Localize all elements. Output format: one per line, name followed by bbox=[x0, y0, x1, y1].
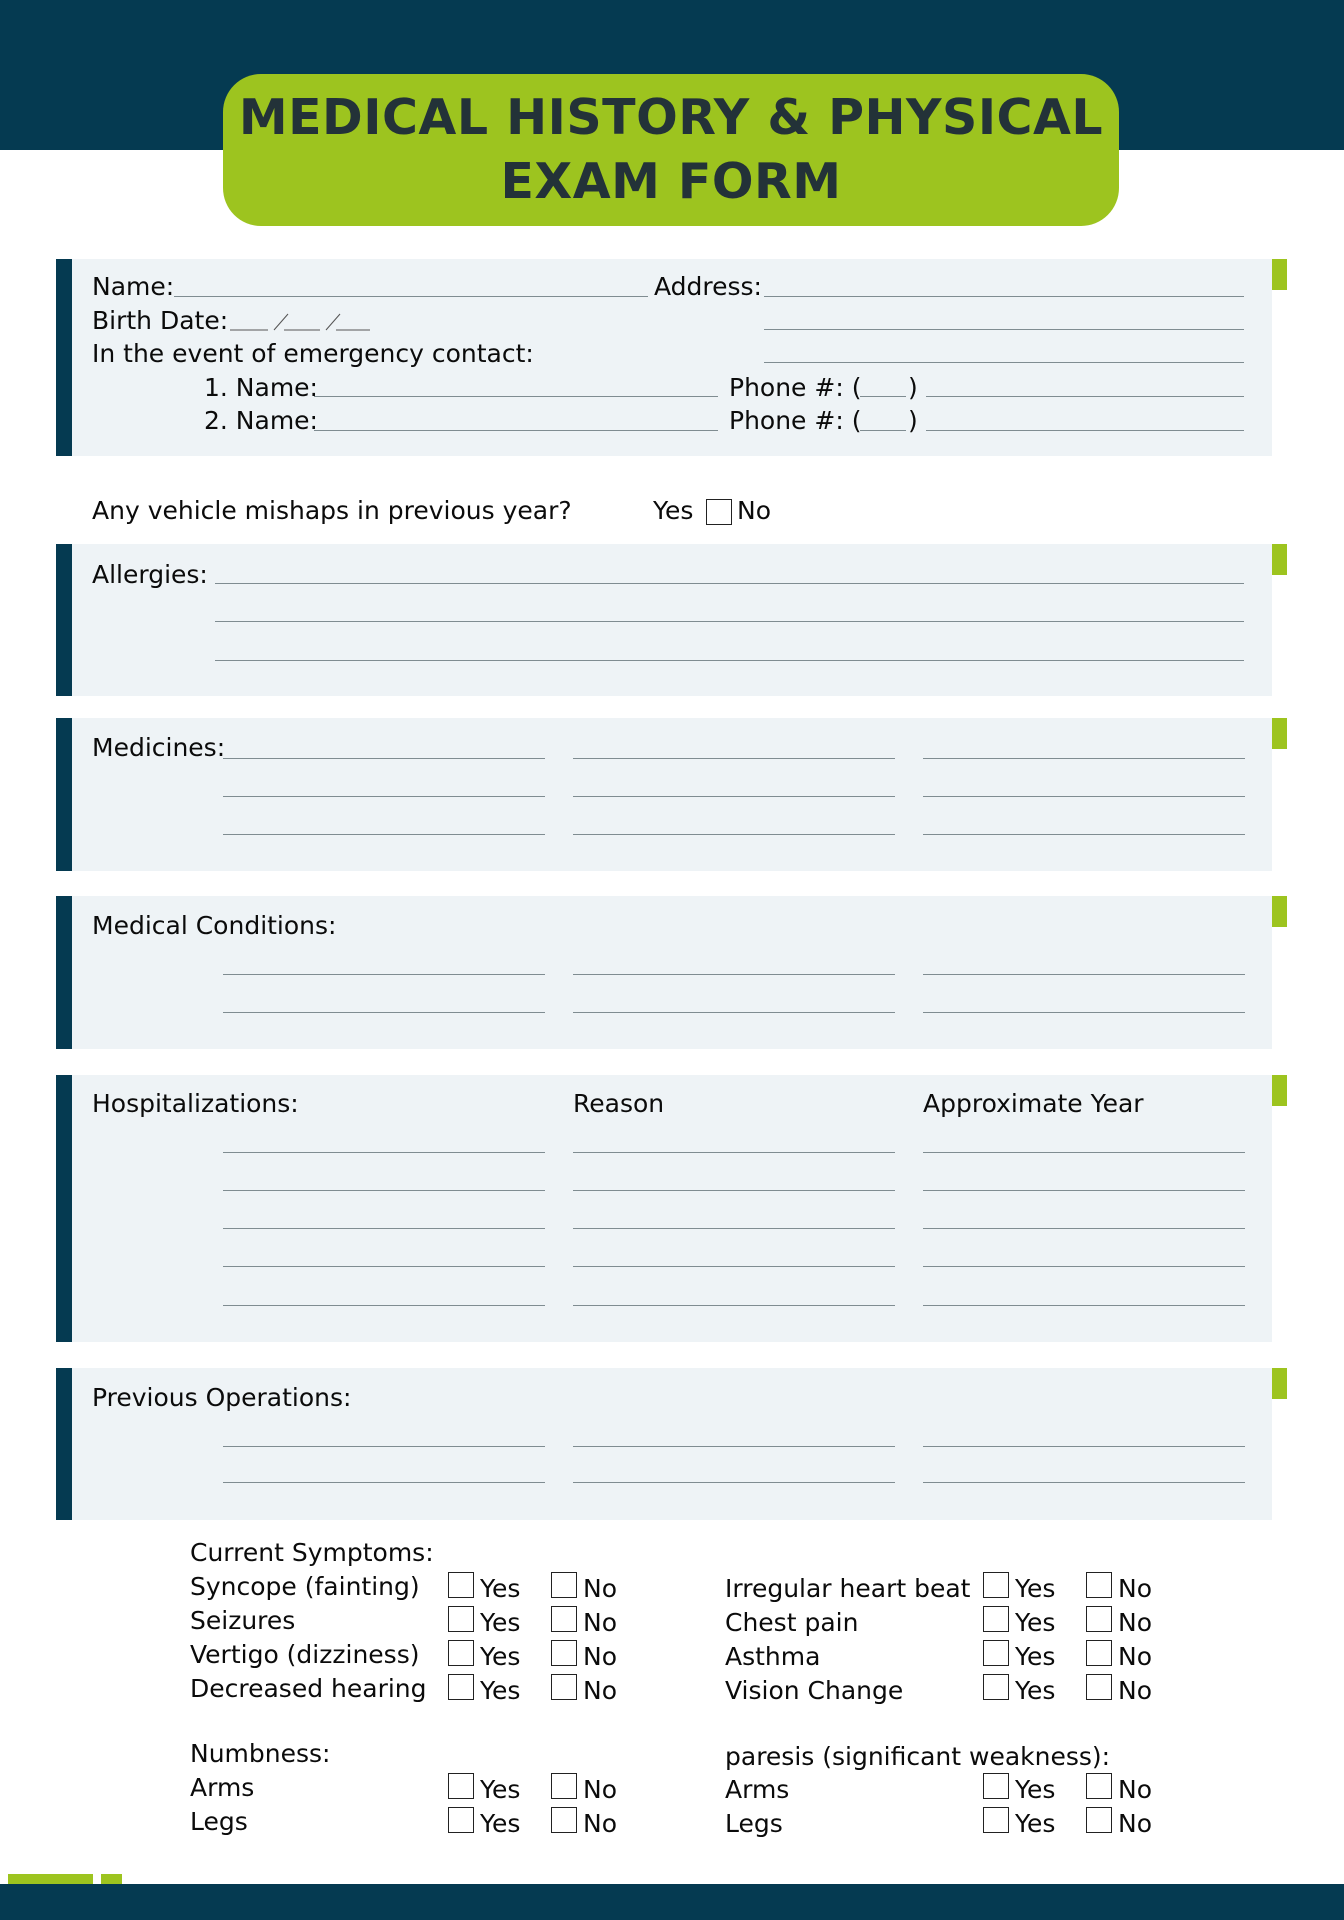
operation-field[interactable] bbox=[223, 1482, 545, 1483]
reason-field[interactable] bbox=[573, 1305, 895, 1306]
address-field-1[interactable] bbox=[764, 296, 1244, 297]
no-checkbox[interactable] bbox=[1086, 1640, 1112, 1666]
symptom-label: Vision Change bbox=[725, 1676, 904, 1705]
yes-label: Yes bbox=[1015, 1608, 1056, 1637]
no-checkbox[interactable] bbox=[551, 1807, 577, 1833]
name-label: Name: bbox=[92, 272, 175, 301]
no-checkbox[interactable] bbox=[551, 1773, 577, 1799]
paren-close: ) bbox=[908, 373, 918, 402]
form-title bbox=[223, 74, 1119, 226]
yes-label: Yes bbox=[480, 1775, 521, 1804]
yes-checkbox[interactable] bbox=[448, 1773, 474, 1799]
footer-band bbox=[0, 1884, 1344, 1920]
allergies-section bbox=[56, 544, 1272, 696]
operation-field[interactable] bbox=[223, 1446, 545, 1447]
yes-label: Yes bbox=[1015, 1574, 1056, 1603]
no-label: No bbox=[583, 1574, 617, 1603]
vehicle-yes-label: Yes bbox=[653, 496, 694, 525]
no-label: No bbox=[1118, 1676, 1152, 1705]
limb-label: Legs bbox=[190, 1807, 248, 1836]
year-field[interactable] bbox=[923, 1266, 1245, 1267]
no-label: No bbox=[1118, 1809, 1152, 1838]
operation-field[interactable] bbox=[923, 1446, 1245, 1447]
condition-field[interactable] bbox=[573, 974, 895, 975]
no-checkbox[interactable] bbox=[1086, 1606, 1112, 1632]
contact-1-phone-label: Phone #: ( bbox=[729, 373, 862, 402]
operation-field[interactable] bbox=[573, 1482, 895, 1483]
symptom-label: Decreased hearing bbox=[190, 1674, 427, 1703]
address-label: Address: bbox=[654, 272, 762, 301]
yes-label: Yes bbox=[480, 1642, 521, 1671]
no-checkbox[interactable] bbox=[551, 1606, 577, 1632]
no-checkbox[interactable] bbox=[1086, 1674, 1112, 1700]
no-checkbox[interactable] bbox=[551, 1572, 577, 1598]
yes-label: Yes bbox=[480, 1574, 521, 1603]
year-field[interactable] bbox=[923, 1228, 1245, 1229]
title-line-2: EXAM FORM bbox=[500, 153, 842, 210]
yes-checkbox[interactable] bbox=[983, 1807, 1009, 1833]
no-label: No bbox=[583, 1642, 617, 1671]
no-label: No bbox=[1118, 1574, 1152, 1603]
hospitalization-field[interactable] bbox=[223, 1228, 545, 1229]
birth-date-field[interactable] bbox=[228, 310, 372, 334]
symptom-label: Irregular heart beat bbox=[725, 1574, 971, 1603]
yes-checkbox[interactable] bbox=[983, 1572, 1009, 1598]
yes-label: Yes bbox=[1015, 1676, 1056, 1705]
yes-label: Yes bbox=[1015, 1642, 1056, 1671]
address-field-3[interactable] bbox=[764, 362, 1244, 363]
approx-year-column-label: Approximate Year bbox=[923, 1089, 1144, 1118]
no-label: No bbox=[1118, 1775, 1152, 1804]
hospitalization-field[interactable] bbox=[223, 1152, 545, 1153]
medicine-field[interactable] bbox=[923, 796, 1245, 797]
section-tab bbox=[1272, 718, 1287, 749]
vehicle-no-label: No bbox=[737, 496, 771, 525]
section-tab bbox=[1272, 1075, 1287, 1106]
section-tab bbox=[1272, 896, 1287, 927]
section-tab bbox=[1272, 259, 1287, 290]
no-checkbox[interactable] bbox=[551, 1674, 577, 1700]
contact-2-phone-field[interactable] bbox=[926, 430, 1244, 431]
medicine-field[interactable] bbox=[923, 834, 1245, 835]
yes-checkbox[interactable] bbox=[448, 1606, 474, 1632]
hospitalization-field[interactable] bbox=[223, 1190, 545, 1191]
yes-checkbox[interactable] bbox=[448, 1640, 474, 1666]
medicines-label: Medicines: bbox=[92, 733, 226, 762]
limb-label: Arms bbox=[725, 1775, 790, 1804]
no-label: No bbox=[583, 1775, 617, 1804]
allergies-field-2[interactable] bbox=[215, 621, 1244, 622]
medicine-field[interactable] bbox=[573, 834, 895, 835]
hospitalizations-label: Hospitalizations: bbox=[92, 1089, 299, 1118]
medicines-section bbox=[56, 718, 1272, 871]
condition-field[interactable] bbox=[223, 974, 545, 975]
vehicle-checkbox[interactable] bbox=[706, 499, 732, 525]
address-field-2[interactable] bbox=[764, 329, 1244, 330]
contact-2-label: 2. Name: bbox=[204, 406, 318, 435]
yes-checkbox[interactable] bbox=[983, 1773, 1009, 1799]
contact-2-phone-label: Phone #: ( bbox=[729, 406, 862, 435]
no-checkbox[interactable] bbox=[1086, 1807, 1112, 1833]
condition-field[interactable] bbox=[223, 1012, 545, 1013]
symptom-label: Chest pain bbox=[725, 1608, 859, 1637]
medicine-field[interactable] bbox=[223, 758, 545, 759]
yes-checkbox[interactable] bbox=[448, 1674, 474, 1700]
symptom-label: Seizures bbox=[190, 1606, 296, 1635]
title-line-1: MEDICAL HISTORY & PHYSICAL bbox=[238, 89, 1104, 146]
contact-1-label: 1. Name: bbox=[204, 373, 318, 402]
medicine-field[interactable] bbox=[923, 758, 1245, 759]
emergency-contact-label: In the event of emergency contact: bbox=[92, 339, 534, 368]
limb-label: Legs bbox=[725, 1809, 783, 1838]
medicine-field[interactable] bbox=[223, 834, 545, 835]
no-label: No bbox=[583, 1676, 617, 1705]
vehicle-question: Any vehicle mishaps in previous year? bbox=[92, 496, 572, 525]
yes-checkbox[interactable] bbox=[448, 1572, 474, 1598]
no-checkbox[interactable] bbox=[551, 1640, 577, 1666]
reason-field[interactable] bbox=[573, 1266, 895, 1267]
operation-field[interactable] bbox=[573, 1446, 895, 1447]
operations-label: Previous Operations: bbox=[92, 1383, 352, 1412]
yes-checkbox[interactable] bbox=[983, 1606, 1009, 1632]
contact-2-name-field[interactable] bbox=[314, 430, 718, 431]
no-label: No bbox=[1118, 1642, 1152, 1671]
symptom-label: Vertigo (dizziness) bbox=[190, 1640, 420, 1669]
reason-column-label: Reason bbox=[573, 1089, 665, 1118]
limb-label: Arms bbox=[190, 1773, 255, 1802]
numbness-header: Numbness: bbox=[190, 1739, 331, 1768]
reason-field[interactable] bbox=[573, 1152, 895, 1153]
reason-field[interactable] bbox=[573, 1190, 895, 1191]
operation-field[interactable] bbox=[923, 1482, 1245, 1483]
no-label: No bbox=[583, 1809, 617, 1838]
no-label: No bbox=[583, 1608, 617, 1637]
condition-field[interactable] bbox=[923, 1012, 1245, 1013]
section-tab bbox=[1272, 544, 1287, 575]
allergies-label: Allergies: bbox=[92, 560, 208, 589]
current-symptoms-header: Current Symptoms: bbox=[190, 1538, 434, 1567]
yes-checkbox[interactable] bbox=[983, 1640, 1009, 1666]
conditions-label: Medical Conditions: bbox=[92, 911, 337, 940]
condition-field[interactable] bbox=[923, 974, 1245, 975]
contact-1-name-field[interactable] bbox=[314, 396, 718, 397]
section-tab bbox=[1272, 1368, 1287, 1399]
contact-1-phone-field[interactable] bbox=[926, 396, 1244, 397]
birth-date-label: Birth Date: bbox=[92, 306, 229, 335]
yes-label: Yes bbox=[1015, 1809, 1056, 1838]
paren-close: ) bbox=[908, 406, 918, 435]
year-field[interactable] bbox=[923, 1152, 1245, 1153]
no-checkbox[interactable] bbox=[1086, 1773, 1112, 1799]
no-label: No bbox=[1118, 1608, 1152, 1637]
contact-1-area-code-field[interactable] bbox=[860, 396, 906, 397]
allergies-field-3[interactable] bbox=[215, 660, 1244, 661]
name-field[interactable] bbox=[174, 296, 648, 297]
allergies-field-1[interactable] bbox=[215, 583, 1244, 584]
yes-label: Yes bbox=[480, 1676, 521, 1705]
yes-label: Yes bbox=[1015, 1775, 1056, 1804]
symptom-label: Asthma bbox=[725, 1642, 821, 1671]
reason-field[interactable] bbox=[573, 1228, 895, 1229]
yes-checkbox[interactable] bbox=[983, 1674, 1009, 1700]
medicine-field[interactable] bbox=[223, 796, 545, 797]
contact-2-area-code-field[interactable] bbox=[860, 430, 906, 431]
condition-field[interactable] bbox=[573, 1012, 895, 1013]
symptom-label: Syncope (fainting) bbox=[190, 1572, 420, 1601]
no-checkbox[interactable] bbox=[1086, 1572, 1112, 1598]
yes-label: Yes bbox=[480, 1809, 521, 1838]
medicine-field[interactable] bbox=[573, 758, 895, 759]
paresis-header: paresis (significant weakness): bbox=[725, 1742, 1111, 1771]
medicine-field[interactable] bbox=[573, 796, 895, 797]
hospitalization-field[interactable] bbox=[223, 1266, 545, 1267]
year-field[interactable] bbox=[923, 1190, 1245, 1191]
yes-checkbox[interactable] bbox=[448, 1807, 474, 1833]
yes-label: Yes bbox=[480, 1608, 521, 1637]
hospitalization-field[interactable] bbox=[223, 1305, 545, 1306]
year-field[interactable] bbox=[923, 1305, 1245, 1306]
